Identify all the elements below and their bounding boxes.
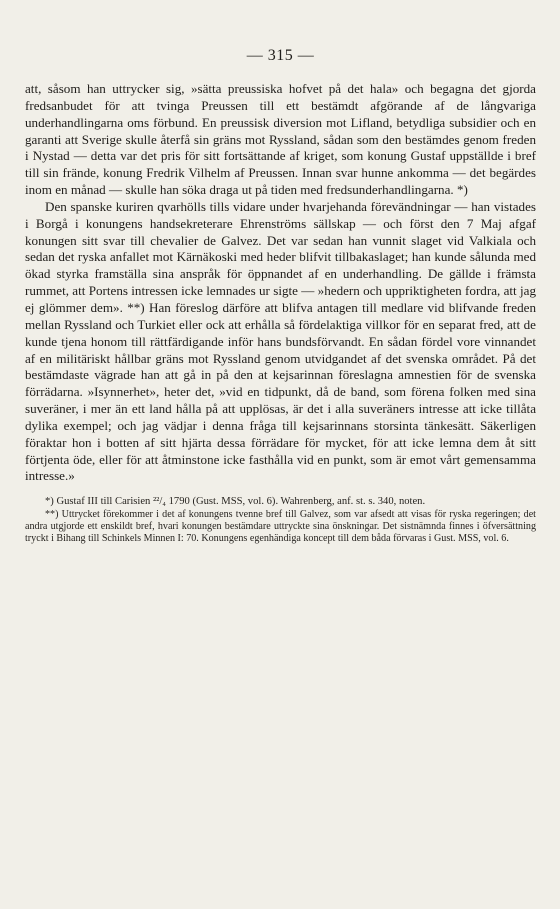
body-text [25,81,536,485]
paragraph-2: Den spanske kuriren qvarhölls tills vidare under hvarjehanda förevändningar — han vistades i Borgå i konungens handsekreterare Ehrenströms sällskap — och först den 7 Maj afgaf konungen sitt svar till chevalier de Galvez. Det var sedan han vunnit slaget vid Valkiala och sedan det ryska anfallet mot Kärnäkoski med heder blifvit tillbakaslaget; han kunde sålunda med ökad styrka framställa sina anspråk för öppnandet af en underhandling. De gällde i främsta rummet, att Portens intressen icke lemnades ur sigte — »hedern och uppriktigheten fordra, att jag ej glömmer dem». **) Han föreslog därföre att blifva antagen till medlare vid blifvande freden mellan Ryssland och Turkiet eller ock att erhålla så fördelaktiga villkor för en separat fred, att de kunde tjena honom till rättfärdigande inför hans bundsförvandt. En sådan fördel vore vinnandet af en militäriskt hållbar gräns mot Ryssland genom utvidgandet af det svenska området. På det bestämdaste vägrade han att gå in på den at kejsarinnan föreslagna amnestien för de svenska förrädarna. »Isynnerhet», heter det, »vid en tidpunkt, då de band, som förena folken med sina suveräner, i mer än ett land hålla på att upplösas, är det i alla suveräners intresse att icke tillåta dylika exempel; och jag vädjar i denna fråga till kejsarinnans storsinta tänkesätt. Säkerligen föraktar hon i botten af sitt hjärta dessa förrädare för mycket, för att icke lemna dem åt sitt förtjenta öde, eller för att åtminstone icke fasthålla vid en punkt, som är emot vårt gemensamma intresse.» [25,198,536,484]
footnote-2: **) Uttrycket förekommer i det af konungens tvenne bref till Galvez, som var afsedt att visas för ryska regeringen; det andra utgjorde ett enskildt bref, hvari konungen bestämdare uttryckte sina önskningar. Det sistnämnda finnes i öfversättning tryckt i Bihang till Schinkels Minnen I: 70. Konungens egenhändiga koncept till dem båda förvaras i Gust. MSS, vol. 6. [25,508,536,545]
paragraph-1: att, såsom han uttrycker sig, »sätta preussiska hofvet på det hala» och begagna det gjorda fredsanbudet för att tvinga Preussen till ett bestämdt afgörande af de långvariga underhandlingarna oms förbund. En preussisk diversion mot Lifland, betydliga subsidier och en garanti att Sverige skulle återfå sin gräns mot Ryssland, sådan som den bestämdes genom freden i Nystad — detta var det pris för sitt fortsättande af kriget, som konung Gustaf uppställde i bref till sin frände, konung Fredrik Vilhelm af Preussen. Innan svar hunne ankomma — det begärdes inom en månad — skulle han söka draga ut på tiden med fredsunderhandlingarna. *) [25,81,536,198]
footnotes [25,495,536,545]
footnote-1: *) Gustaf III till Carisien ²²/₄ 1790 (Gust. MSS, vol. 6). Wahrenberg, anf. st. s. 340, noten. [45,496,426,508]
page-number: — 315 — [246,47,315,64]
